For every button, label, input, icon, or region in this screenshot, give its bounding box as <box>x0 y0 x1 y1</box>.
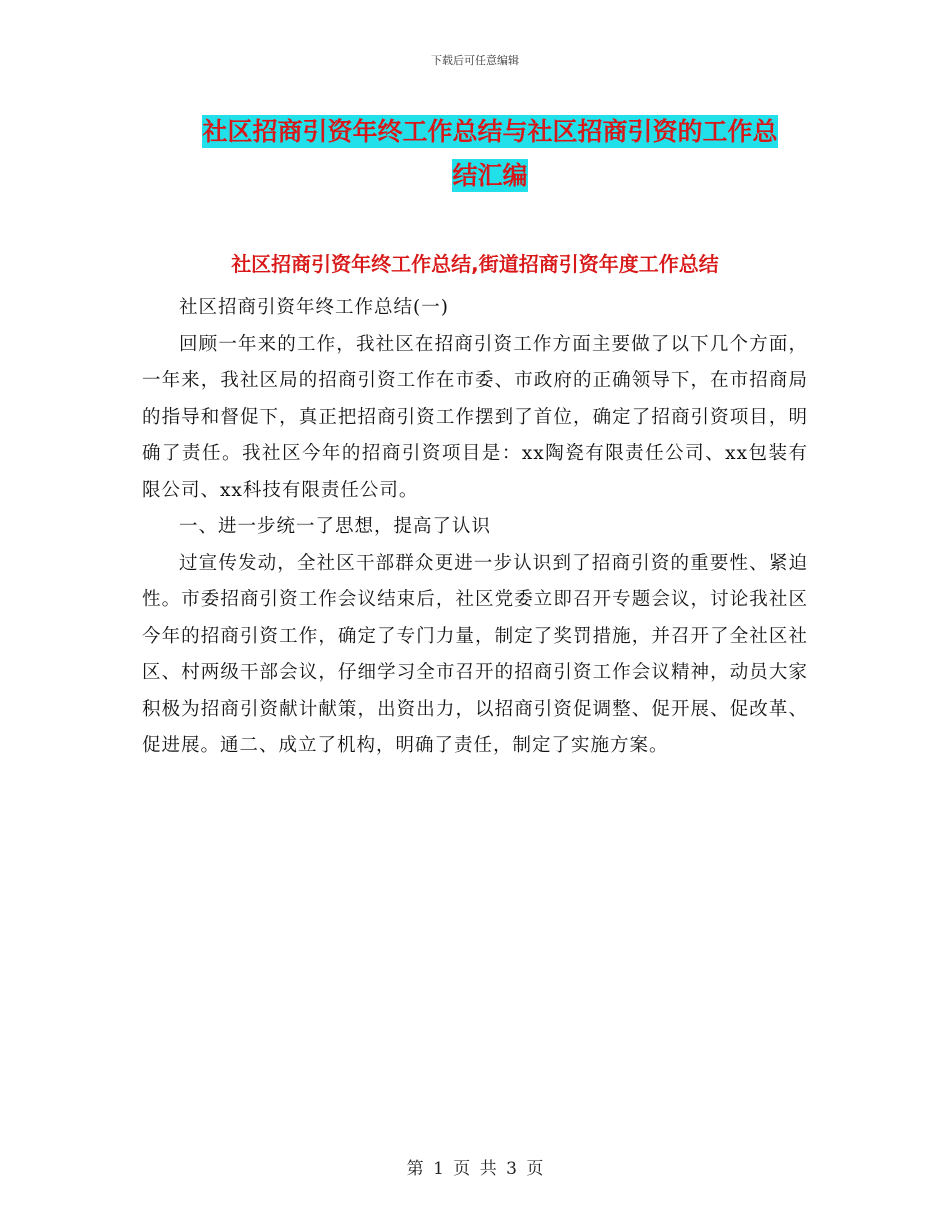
title-line-1: 社区招商引资年终工作总结与社区招商引资的工作总 <box>202 117 778 146</box>
paragraph: 回顾一年来的工作，我社区在招商引资工作方面主要做了以下几个方面，一年来，我社区局的招商引资工作在市委、市政府的正确领导下，在市招商局的指导和督促下，真正把招商引资工作摆到了首位，确定了招商引资项目，明确了责任。我社区今年的招商引资项目是：xx陶瓷有限责任公司、xx包装有限公司、xx科技有限责任公司。 <box>142 333 808 501</box>
document-title <box>160 110 820 198</box>
document-body <box>142 290 808 765</box>
paragraph-heading: 一、进一步统一了思想，提高了认识 <box>179 516 492 537</box>
title-line-2: 结汇编 <box>452 161 528 190</box>
page-header: 下载后可任意编辑 <box>431 54 519 67</box>
paragraph: 过宣传发动，全社区干部群众更进一步认识到了招商引资的重要性、紧迫性。市委招商引资工作会议结束后，社区党委立即召开专题会议，讨论我社区今年的招商引资工作，确定了专门力量，制定了奖罚措施，并召开了全社区社区、村两级干部会议，仔细学习全市召开的招商引资工作会议精神，动员大家积极为招商引资献计献策，出资出力，以招商引资促调整、促开展、促改革、促进展。通二、成立了机构，明确了责任，制定了实施方案。 <box>142 552 808 756</box>
section-subtitle: 社区招商引资年终工作总结,街道招商引资年度工作总结 <box>231 252 719 276</box>
page-footer: 第 1 页 共 3 页 <box>406 1159 544 1179</box>
paragraph-heading: 社区招商引资年终工作总结(一) <box>179 297 449 318</box>
